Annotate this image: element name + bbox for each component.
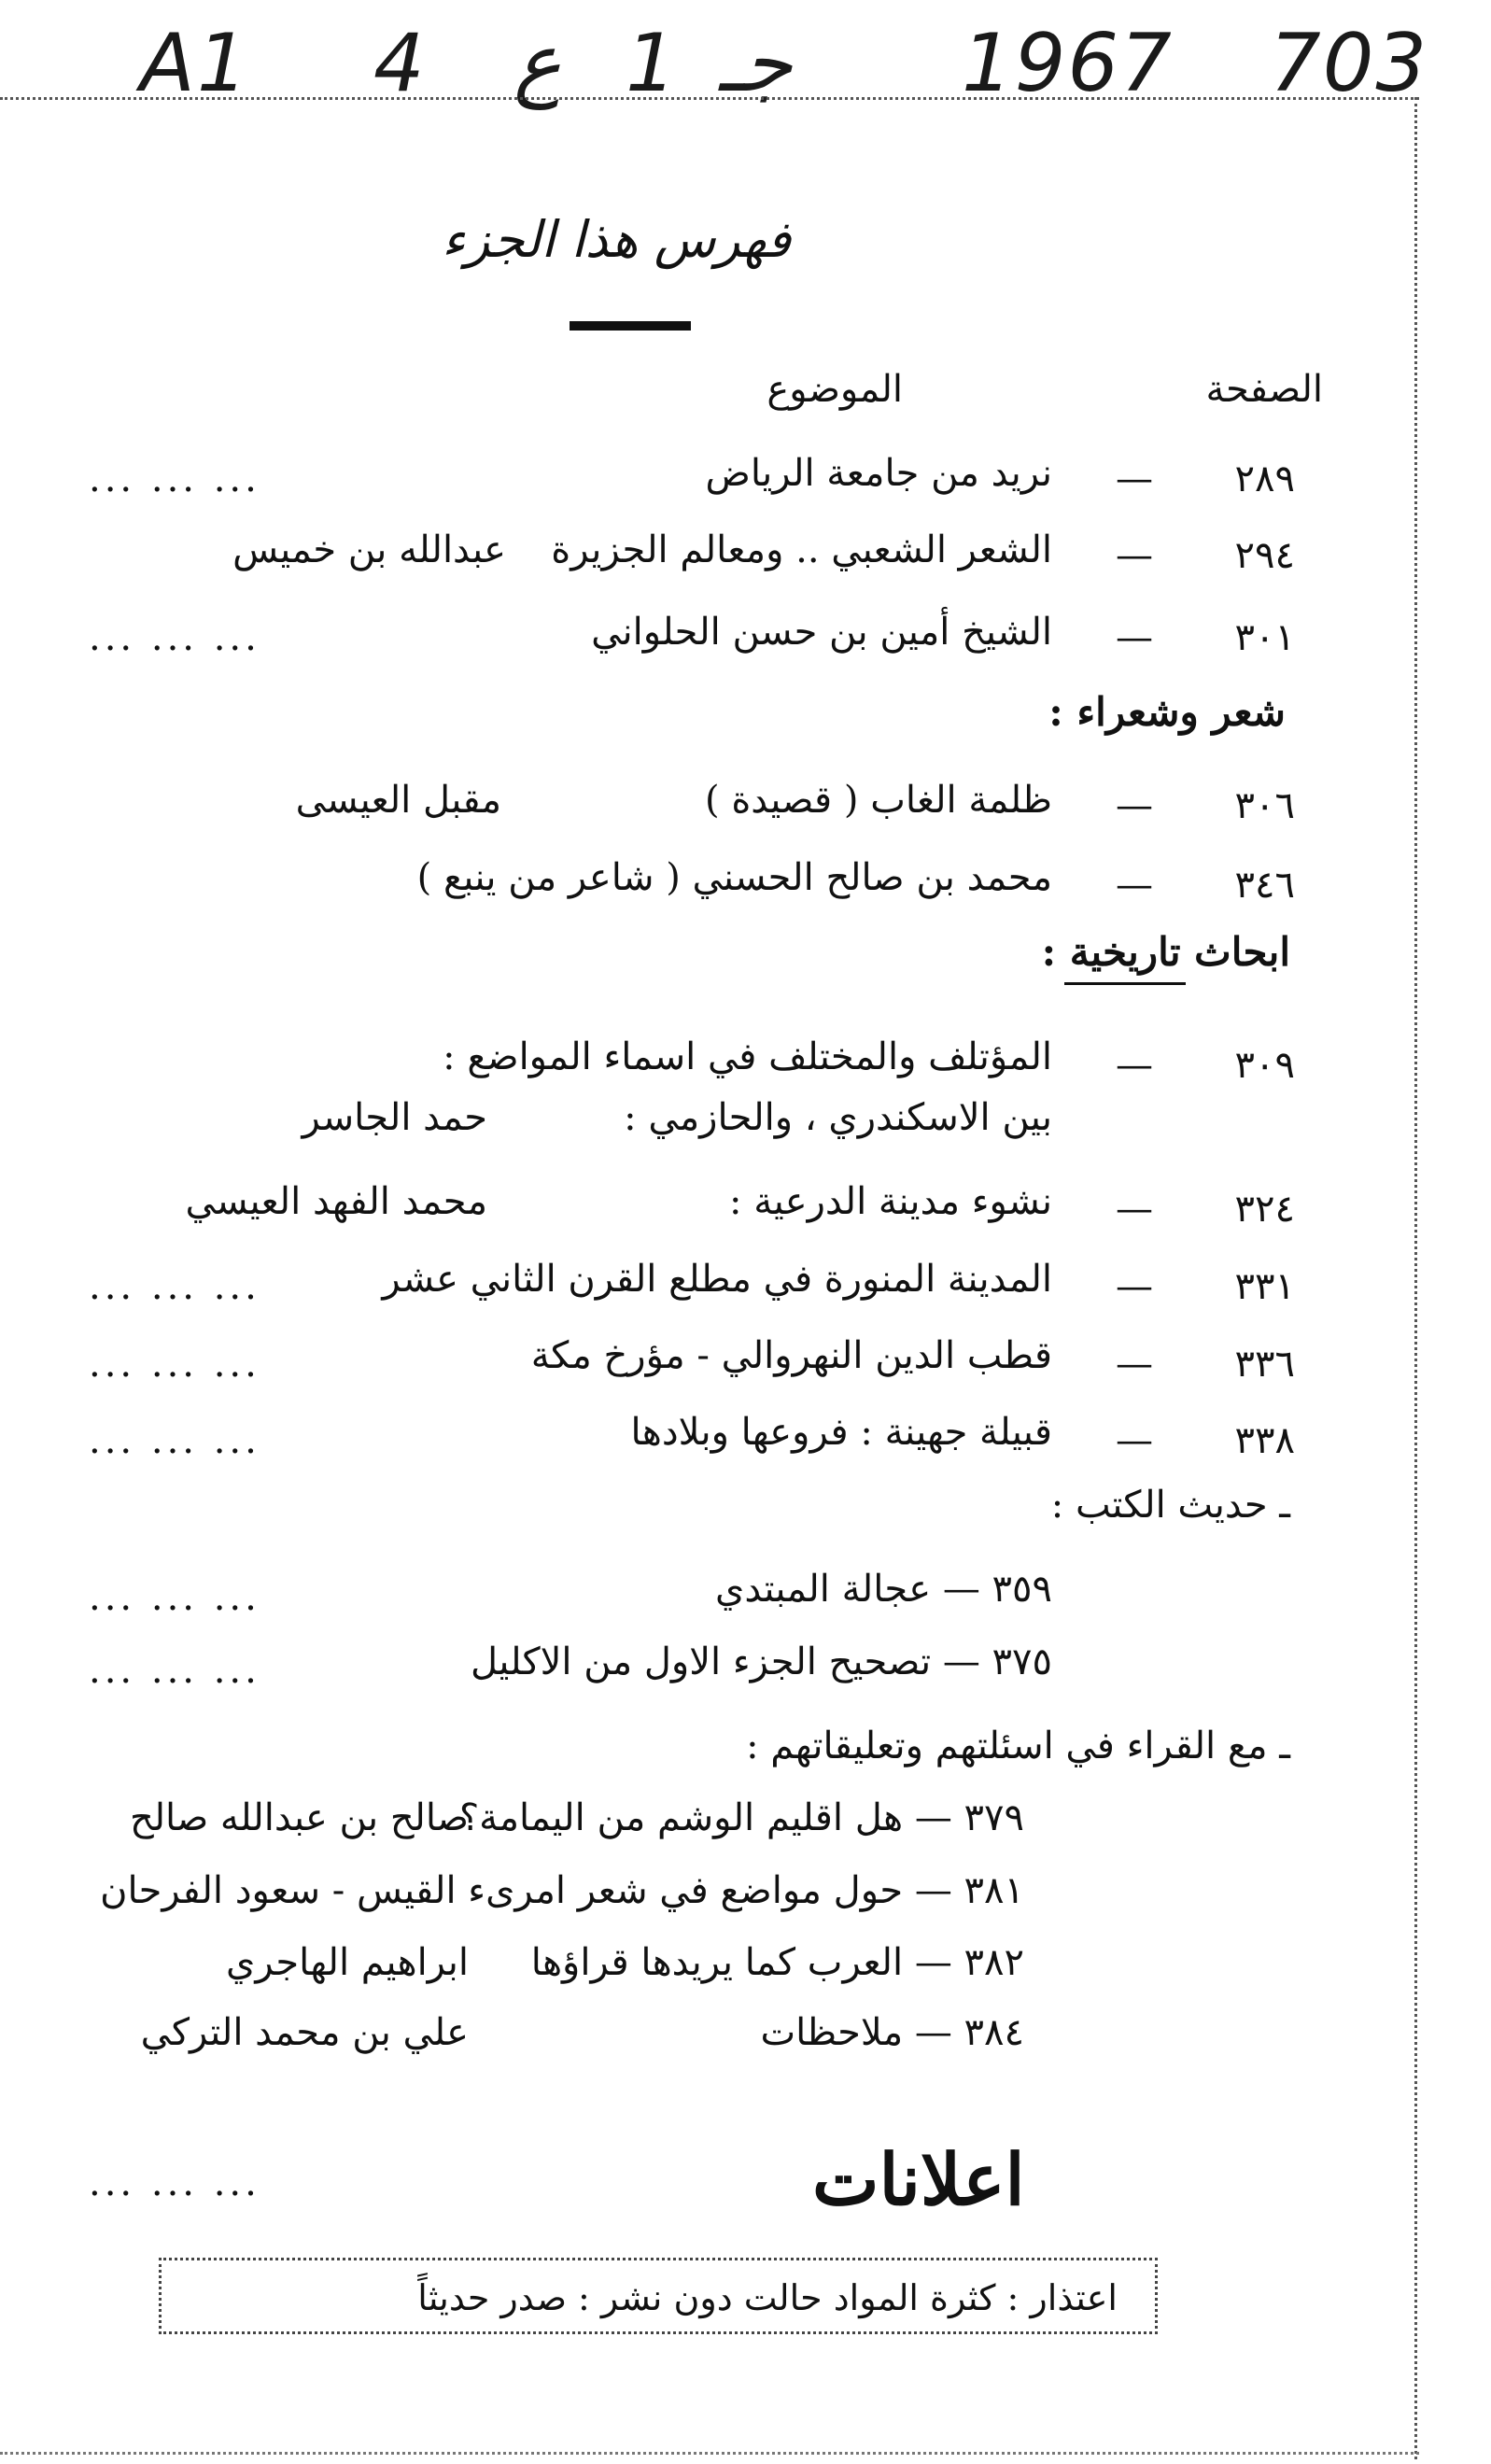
page-number: ٢٩٤ <box>1234 534 1295 577</box>
entry-author: محمد الفهد العيسي <box>185 1180 487 1223</box>
section-underline <box>1064 982 1186 985</box>
archive-volume: 1 <box>626 17 679 110</box>
separator-dash: — <box>1116 1044 1153 1087</box>
column-header-topic: الموضوع <box>767 368 903 411</box>
archive-letter: ع <box>513 17 562 110</box>
separator-dash: — <box>1116 784 1153 827</box>
archive-number: 4 <box>373 17 427 110</box>
separator-dash: — <box>1116 534 1153 577</box>
page-number: ٣٢٤ <box>1234 1188 1295 1231</box>
separator-dash: — <box>1116 458 1153 500</box>
page-number: ٣٠٩ <box>1234 1044 1295 1087</box>
entry-topic: الشيخ أمين بن حسن الحلواني <box>591 611 1052 654</box>
page-number: ٣٠٦ <box>1234 784 1295 827</box>
page-number: ٣٣٨ <box>1234 1419 1295 1462</box>
entry-topic: بين الاسكندري ، والحازمي : <box>624 1096 1052 1139</box>
entry-topic: ٣٥٩ — عجالة المبتدي <box>715 1568 1052 1611</box>
entry-topic: محمد بن صالح الحسني ( شاعر من ينبع ) <box>416 856 1052 899</box>
section-heading-poetry: شعر وشعراء : <box>1048 689 1286 735</box>
page-number: ٣٣١ <box>1234 1265 1295 1308</box>
page-number: ٢٨٩ <box>1234 458 1295 500</box>
right-dotted-border <box>1414 97 1417 2459</box>
entry-topic: نشوء مدينة الدرعية : <box>729 1180 1052 1223</box>
entry-topic: ٣٨٤ — ملاحظات <box>760 2011 1024 2054</box>
apology-notice-box <box>159 2258 1158 2334</box>
entry-author: مقبل العيسى <box>295 779 501 822</box>
entry-topic: ٣٨٢ — العرب كما يريدها قراؤها <box>530 1941 1024 1984</box>
separator-dash: — <box>1116 1188 1153 1231</box>
entry-author: ابراهيم الهاجري <box>226 1941 469 1984</box>
separator-dash: — <box>1116 864 1153 907</box>
separator-dash: — <box>1116 1419 1153 1462</box>
entry-topic: المؤتلف والمختلف في اسماء المواضع : <box>443 1035 1052 1078</box>
entry-topic: ٣٧٥ — تصحيح الجزء الاول من الاكليل <box>470 1640 1052 1683</box>
top-dotted-border <box>0 97 1419 100</box>
section-heading-readers: ـ مع القراء في اسئلتهم وتعليقاتهم : <box>746 1725 1290 1767</box>
entry-author: عبدالله بن خميس <box>232 528 506 571</box>
section-heading-books: ـ حديث الكتب : <box>1050 1484 1290 1527</box>
bottom-dotted-border <box>0 2452 1419 2455</box>
entry-author: حمد الجاسر <box>302 1096 487 1139</box>
entry-topic: قطب الدين النهروالي - مؤرخ مكة <box>530 1334 1052 1377</box>
entry-topic: الشعر الشعبي .. ومعالم الجزيرة <box>551 528 1052 571</box>
entry-topic: ٣٨١ — حول مواضع في شعر امرىء القيس - سعود الفرحان <box>100 1869 1024 1912</box>
author-placeholder-dots: ... ... ... <box>89 1419 260 1462</box>
entry-topic: قبيلة جهينة : فروعها وبلادها <box>630 1411 1052 1454</box>
archive-page: 703 <box>1270 17 1429 110</box>
page-number: ٣٠١ <box>1234 616 1295 659</box>
page-title: فهرس هذا الجزء <box>441 210 792 269</box>
section-heading-history: ابحاث تاريخية : <box>1041 929 1290 975</box>
author-placeholder-dots: ... ... ... <box>89 1265 260 1308</box>
handwritten-archive-note <box>140 17 1466 120</box>
page-number: ٣٣٦ <box>1234 1343 1295 1386</box>
column-header-page: الصفحة <box>1205 368 1323 411</box>
archive-code: A1 <box>140 17 250 110</box>
archive-part: جـ <box>719 17 793 110</box>
separator-dash: — <box>1116 616 1153 659</box>
entry-author: صالح بن عبدالله صالح <box>130 1796 469 1839</box>
ads-placeholder-dots: ... ... ... <box>89 2161 260 2204</box>
title-underline <box>570 321 691 331</box>
author-placeholder-dots: ... ... ... <box>89 1343 260 1386</box>
ads-heading: اعلانات <box>812 2138 1025 2221</box>
author-placeholder-dots: ... ... ... <box>89 1649 260 1692</box>
author-placeholder-dots: ... ... ... <box>89 616 260 659</box>
separator-dash: — <box>1116 1265 1153 1308</box>
entry-topic: المدينة المنورة في مطلع القرن الثاني عشر <box>382 1258 1052 1301</box>
entry-author: علي بن محمد التركي <box>140 2011 469 2054</box>
author-placeholder-dots: ... ... ... <box>89 1576 260 1619</box>
page-number: ٣٤٦ <box>1234 864 1295 907</box>
author-placeholder-dots: ... ... ... <box>89 458 260 500</box>
entry-topic: ظلمة الغاب ( قصيدة ) <box>705 779 1052 822</box>
archive-year: 1967 <box>962 17 1174 110</box>
separator-dash: — <box>1116 1343 1153 1386</box>
entry-topic: نريد من جامعة الرياض <box>705 452 1052 495</box>
entry-topic: ٣٧٩ — هل اقليم الوشم من اليمامة؟ <box>458 1796 1024 1839</box>
apology-notice-text: اعتذار : كثرة المواد حالت دون نشر : صدر حديثاً <box>417 2277 1118 2318</box>
